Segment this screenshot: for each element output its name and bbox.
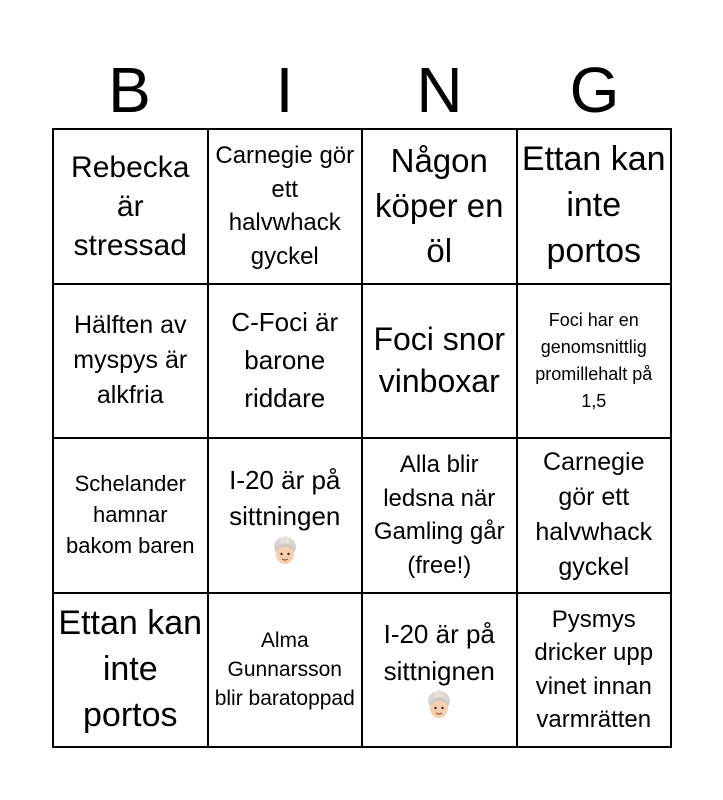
cell-text: Rebecka är stressad xyxy=(71,150,190,262)
bingo-cell[interactable] xyxy=(53,129,208,284)
cell-text: Alma Gunnarsson blir baratoppad xyxy=(214,628,355,711)
cell-text: Schelander hamnar bakom baren xyxy=(66,471,195,558)
cell-text: Foci har en genomsnittlig promillehalt på 1,5 xyxy=(535,309,653,411)
bingo-cell[interactable] xyxy=(53,438,208,593)
cell-text: Någon köper en öl xyxy=(375,142,504,269)
cell-text: Hälften av myspys är alkfria xyxy=(73,311,188,410)
older-woman-emoji-icon xyxy=(270,535,300,569)
header-letter-n: N xyxy=(416,54,463,126)
cell-text: Ettan kan inte portos xyxy=(521,140,666,271)
bingo-cell[interactable] xyxy=(208,593,363,748)
bingo-cell[interactable] xyxy=(362,593,517,748)
bingo-cell[interactable] xyxy=(517,129,672,284)
cell-text: Carnegie gör ett halvwhack gyckel xyxy=(215,142,355,270)
cell-text: Pysmys dricker upp vinet innan varmrätten xyxy=(534,605,654,734)
header-letter-g: G xyxy=(569,54,620,126)
bingo-cell[interactable] xyxy=(517,284,672,439)
header-letter-b: B xyxy=(108,54,151,126)
cell-text: Alla blir ledsna när Gamling går (free!) xyxy=(373,451,505,579)
cell-text: Foci snor vinboxar xyxy=(373,321,506,399)
cell-text: I-20 är på sittningen xyxy=(229,464,341,532)
bingo-cell[interactable] xyxy=(208,438,363,593)
cell-text: Ettan kan inte portos xyxy=(58,603,203,734)
bingo-cell[interactable] xyxy=(53,284,208,439)
bingo-header xyxy=(52,52,672,128)
bingo-cell[interactable] xyxy=(208,284,363,439)
cell-text: C-Foci är barone riddare xyxy=(231,307,339,413)
bingo-board xyxy=(52,128,672,748)
older-woman-emoji-icon xyxy=(424,689,454,723)
header-letter-i: I xyxy=(275,54,294,126)
cell-text: I-20 är på sittnignen xyxy=(383,619,495,686)
bingo-cell[interactable] xyxy=(53,593,208,748)
bingo-cell[interactable] xyxy=(208,129,363,284)
bingo-cell[interactable] xyxy=(517,438,672,593)
cell-text: Carnegie gör ett halvwhack gyckel xyxy=(535,448,653,582)
bingo-cell[interactable] xyxy=(362,284,517,439)
bingo-cell[interactable] xyxy=(362,438,517,593)
bingo-cell[interactable] xyxy=(517,593,672,748)
bingo-cell[interactable] xyxy=(362,129,517,284)
